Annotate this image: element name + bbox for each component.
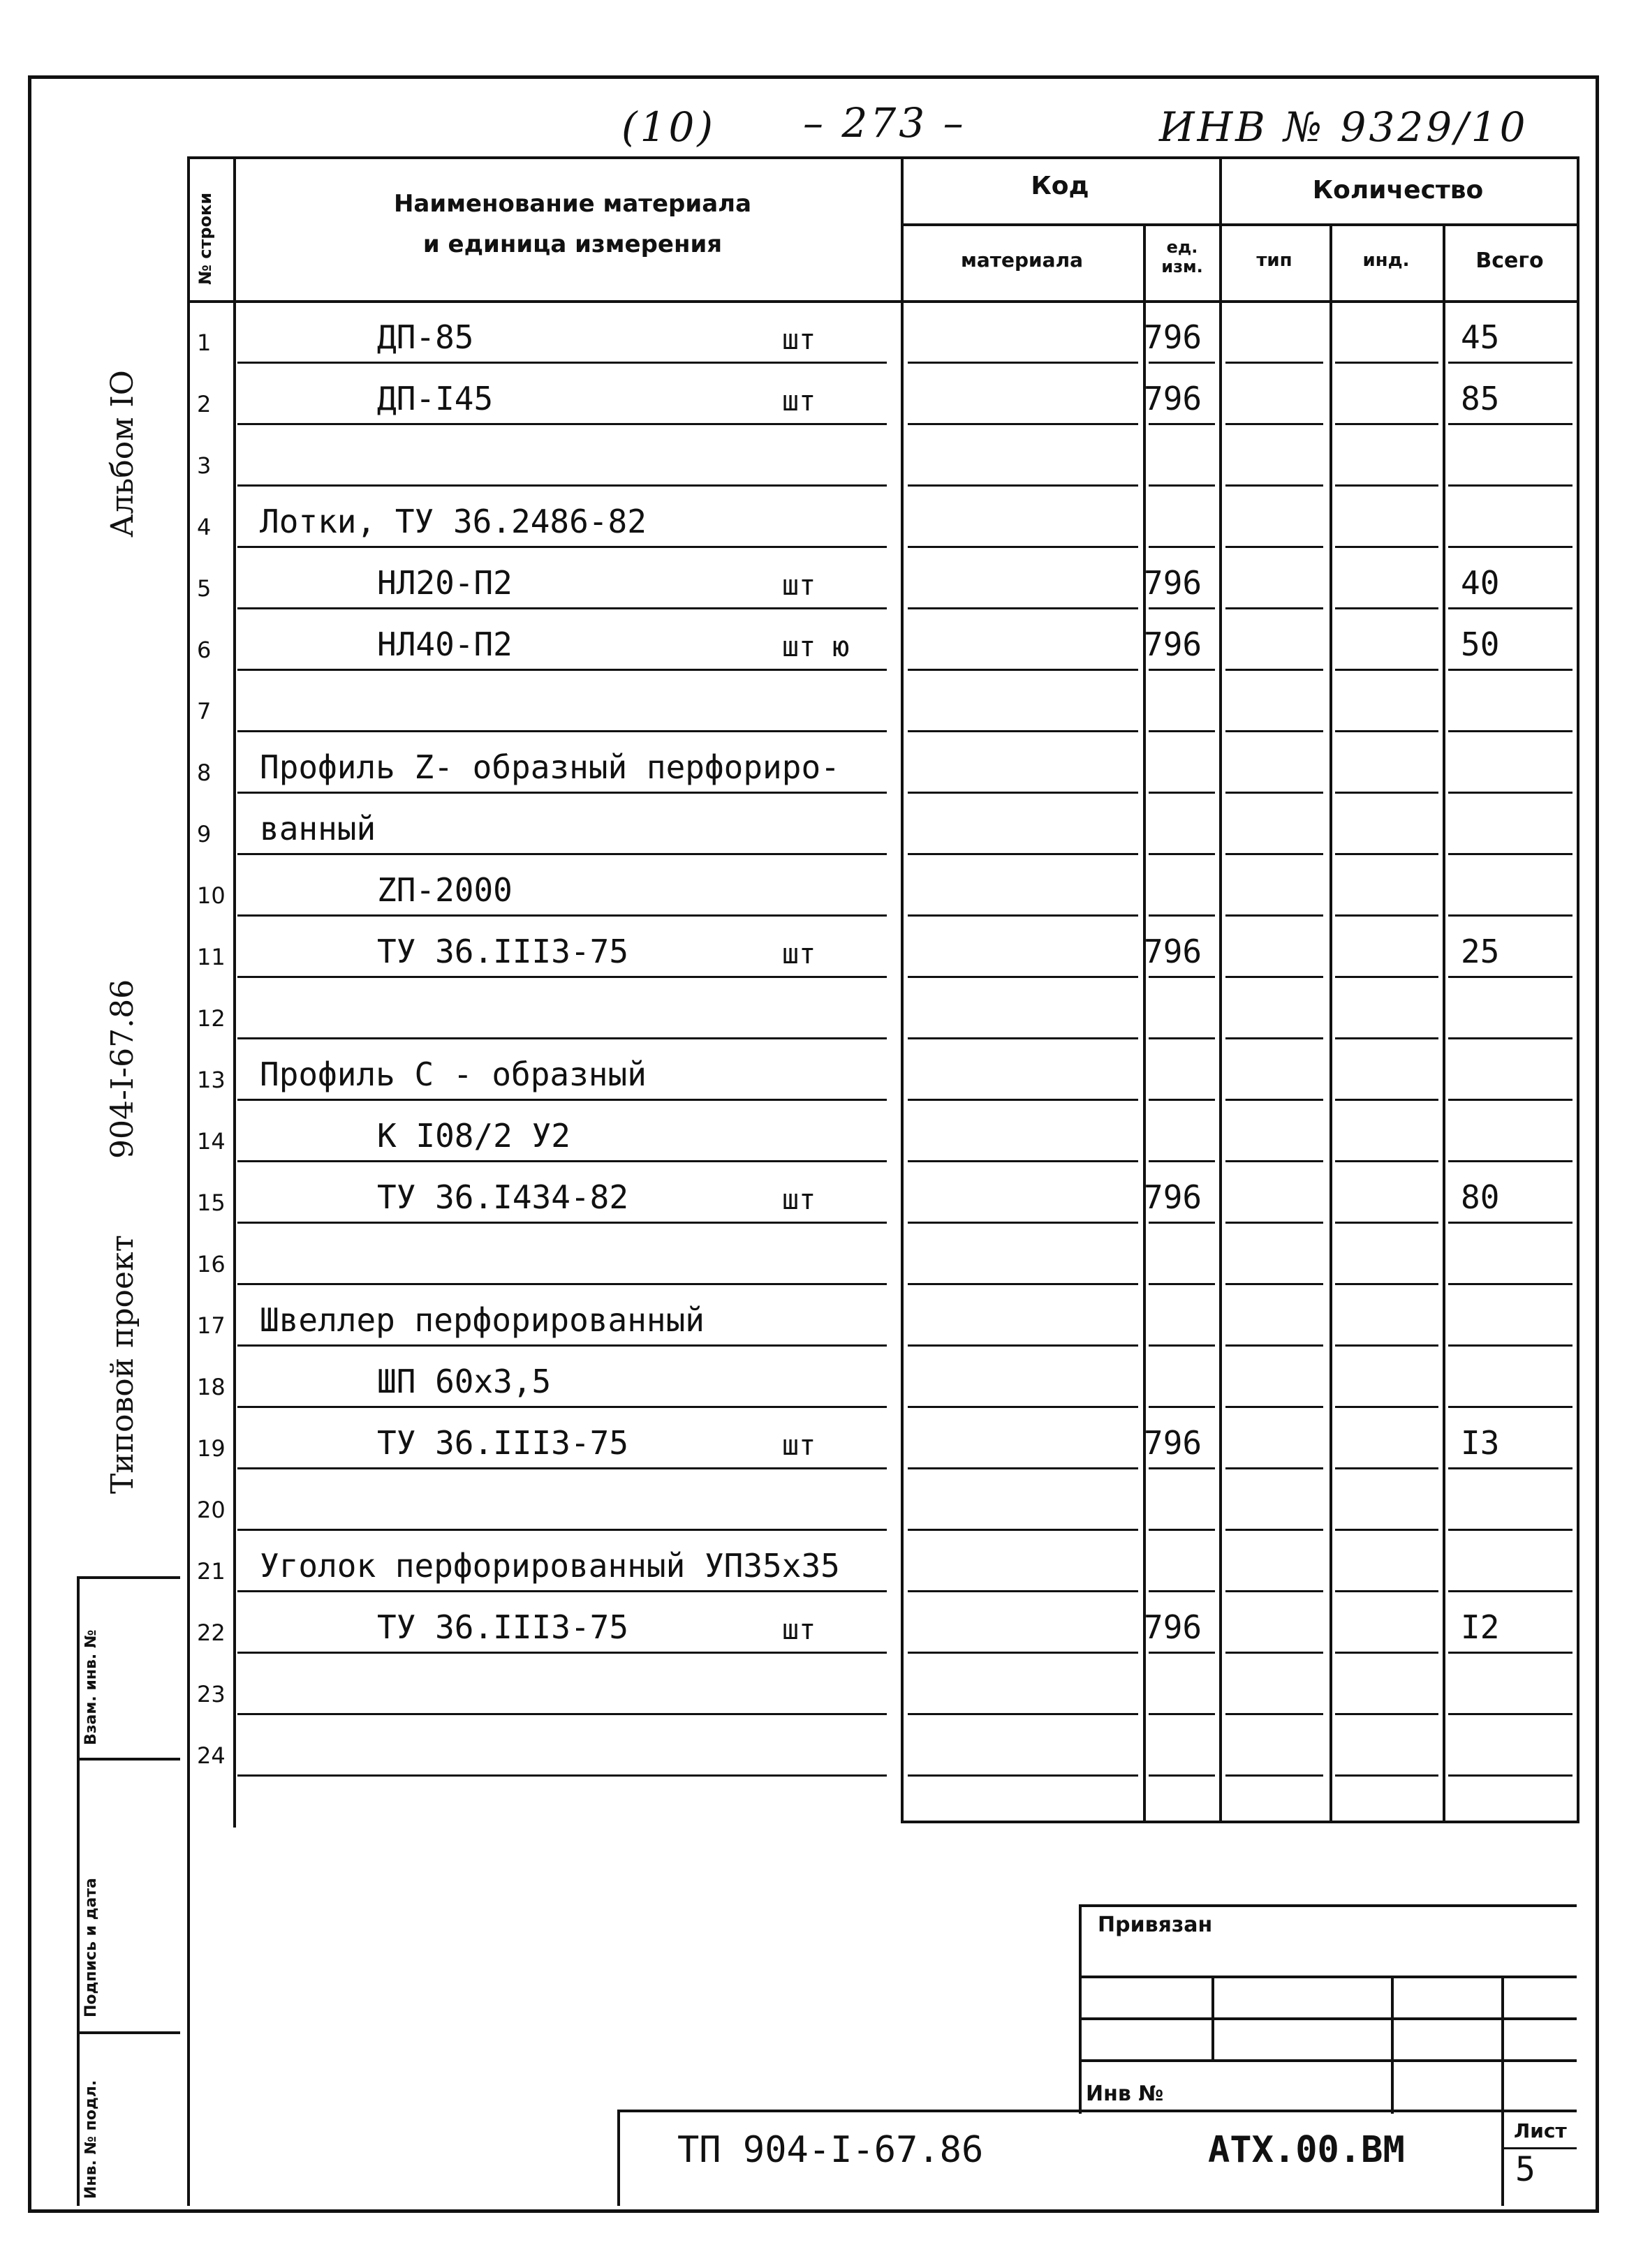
row-rule: [1149, 669, 1215, 671]
row-number: 3: [197, 452, 212, 479]
row-rule: [237, 669, 887, 671]
header-code-material: материала: [961, 249, 1083, 272]
row-rule: [237, 1037, 887, 1039]
row-rule: [1448, 853, 1572, 855]
header-mid-line: [901, 223, 1577, 226]
table-row: [0, 1164, 1650, 1226]
material-name: ТУ 36.I434-82: [377, 1178, 629, 1216]
header-quantity: Количество: [1312, 176, 1484, 205]
table-row: [0, 427, 1650, 489]
row-rule: [237, 423, 887, 425]
row-rule: [237, 1283, 887, 1285]
quantity-total: 25: [1461, 933, 1500, 970]
row-rule: [1448, 669, 1572, 671]
material-name: ТУ 36.III3-75: [377, 1424, 629, 1462]
table-row: [0, 857, 1650, 919]
row-rule: [1149, 1283, 1215, 1285]
row-rule: [237, 792, 887, 794]
row-rule: [1225, 484, 1323, 487]
material-name: ZП-2000: [377, 871, 513, 909]
row-rule: [1448, 362, 1572, 364]
row-rule: [1149, 362, 1215, 364]
quantity-total: 50: [1461, 625, 1500, 663]
table-row: [0, 1349, 1650, 1410]
table-row: [0, 1533, 1650, 1594]
row-rule: [1149, 730, 1215, 732]
row-rule: [1149, 1222, 1215, 1224]
material-name: К I08/2 У2: [377, 1117, 570, 1155]
unit-code: 796: [1144, 625, 1202, 663]
row-rule: [1448, 1590, 1572, 1592]
row-rule: [1225, 1590, 1323, 1592]
row-rule: [237, 1529, 887, 1531]
unit-code: 796: [1144, 933, 1202, 970]
row-rule: [908, 362, 1138, 364]
row-rule: [1335, 1406, 1438, 1408]
row-rule: [1149, 1713, 1215, 1715]
row-rule: [1448, 1283, 1572, 1285]
stamp-top-line: [1079, 1904, 1577, 1907]
row-rule: [1225, 1160, 1323, 1162]
row-rule: [1149, 1099, 1215, 1101]
row-rule: [1225, 914, 1323, 917]
row-number: 18: [197, 1374, 226, 1400]
row-rule: [1225, 1037, 1323, 1039]
row-rule: [908, 423, 1138, 425]
row-rule: [237, 1713, 887, 1715]
row-rule: [1448, 546, 1572, 548]
row-rule: [1448, 607, 1572, 609]
material-name: НЛ20-П2: [377, 564, 513, 602]
header-qty-type: тип: [1256, 250, 1292, 271]
material-name: ванный: [260, 810, 376, 847]
row-rule: [1448, 1160, 1572, 1162]
stamp-inv-no-label: Инв №: [1086, 2082, 1164, 2106]
material-name: Лотки, ТУ 36.2486-82: [260, 503, 647, 540]
row-rule: [908, 1406, 1138, 1408]
row-rule: [1225, 1283, 1323, 1285]
material-name: Профиль С - образный: [260, 1055, 647, 1093]
table-row: [0, 1656, 1650, 1717]
stamp-field-signature-date: Подпись и дата: [82, 1878, 100, 2017]
row-rule: [1335, 1037, 1438, 1039]
row-rule: [1335, 1467, 1438, 1469]
table-row: [0, 980, 1650, 1042]
row-number: 6: [197, 637, 212, 663]
table-row: [0, 550, 1650, 612]
row-rule: [1335, 1590, 1438, 1592]
stamp-left-line: [1079, 1904, 1082, 2114]
material-unit: шт ю: [782, 631, 850, 663]
row-rule: [237, 914, 887, 917]
project-type-label: Типовой проект: [105, 1235, 140, 1494]
row-rule: [908, 1467, 1138, 1469]
unit-code: 796: [1144, 1424, 1202, 1462]
row-rule: [908, 1713, 1138, 1715]
unit-code: 796: [1144, 564, 1202, 602]
sheet-divider: [1501, 2147, 1577, 2149]
row-rule: [1149, 546, 1215, 548]
row-rule: [237, 853, 887, 855]
table-bottom-line: [901, 1821, 1577, 1823]
row-rule: [237, 1099, 887, 1101]
table-row: [0, 734, 1650, 796]
row-rule: [1335, 1222, 1438, 1224]
row-number: 2: [197, 391, 212, 417]
stamp-field-inv-original: Инв. № подл.: [82, 2080, 100, 2199]
material-unit: шт: [782, 324, 816, 356]
material-unit: шт: [782, 1614, 816, 1646]
quantity-total: I3: [1461, 1424, 1500, 1462]
row-number: 22: [197, 1620, 226, 1646]
row-number: 15: [197, 1189, 226, 1216]
row-number: 20: [197, 1497, 226, 1523]
row-rule: [908, 1160, 1138, 1162]
row-rule: [1149, 1344, 1215, 1347]
material-name: Уголок перфорированный УП35х35: [260, 1547, 840, 1585]
material-unit: шт: [782, 1430, 816, 1462]
unit-code: 796: [1144, 1608, 1202, 1646]
row-rule: [237, 362, 887, 364]
row-rule: [1225, 730, 1323, 732]
row-rule: [908, 1099, 1138, 1101]
material-name: ДП-I45: [377, 380, 494, 417]
row-rule: [1335, 1283, 1438, 1285]
row-rule: [1149, 792, 1215, 794]
document-code: ТП 904-I-67.86: [677, 2129, 984, 2171]
row-rule: [908, 669, 1138, 671]
table-row: [0, 1472, 1650, 1533]
row-rule: [1149, 484, 1215, 487]
row-rule: [1225, 546, 1323, 548]
material-name: ТУ 36.III3-75: [377, 933, 629, 970]
row-number: 13: [197, 1067, 226, 1093]
row-rule: [1149, 423, 1215, 425]
unit-code: 796: [1144, 318, 1202, 356]
table-top-line: [187, 156, 1577, 159]
quantity-total: 85: [1461, 380, 1500, 417]
row-rule: [1335, 1774, 1438, 1777]
row-rule: [1448, 423, 1572, 425]
row-rule: [1448, 1406, 1572, 1408]
header-code: Код: [1031, 172, 1089, 200]
row-rule: [237, 1467, 887, 1469]
row-number: 7: [197, 698, 212, 725]
row-rule: [1335, 853, 1438, 855]
header-qty-total: Всего: [1475, 249, 1544, 273]
row-rule: [1225, 362, 1323, 364]
row-rule: [908, 976, 1138, 978]
material-name: Швеллер перфорированный: [260, 1301, 705, 1339]
row-rule: [908, 1037, 1138, 1039]
row-rule: [1225, 1774, 1323, 1777]
stamp-divider: [1501, 1976, 1504, 2114]
row-rule: [1225, 1406, 1323, 1408]
row-rule: [1448, 484, 1572, 487]
row-rule: [1448, 1037, 1572, 1039]
row-rule: [1448, 730, 1572, 732]
row-rule: [908, 1344, 1138, 1347]
row-rule: [908, 484, 1138, 487]
row-rule: [908, 853, 1138, 855]
material-name: НЛ40-П2: [377, 625, 513, 663]
quantity-total: 40: [1461, 564, 1500, 602]
header-row-no: № строки: [196, 192, 215, 285]
table-row: [0, 673, 1650, 734]
row-rule: [1448, 1222, 1572, 1224]
row-rule: [1225, 1222, 1323, 1224]
row-rule: [908, 1283, 1138, 1285]
row-rule: [1335, 669, 1438, 671]
row-rule: [237, 607, 887, 609]
row-rule: [237, 976, 887, 978]
row-rule: [237, 730, 887, 732]
row-number: 11: [197, 944, 226, 970]
row-rule: [1149, 1774, 1215, 1777]
row-rule: [1335, 792, 1438, 794]
row-rule: [1448, 1713, 1572, 1715]
stamp-divider: [1211, 1976, 1214, 2059]
inventory-annotation: ИНВ № 9329/10: [1159, 103, 1529, 151]
project-code-label: 904-I-67.86: [105, 979, 140, 1159]
row-number: 23: [197, 1681, 226, 1707]
row-rule: [1335, 976, 1438, 978]
row-rule: [1149, 1037, 1215, 1039]
row-rule: [1225, 669, 1323, 671]
row-number: 21: [197, 1558, 226, 1585]
row-rule: [1149, 1406, 1215, 1408]
row-rule: [237, 1222, 887, 1224]
row-rule: [908, 1529, 1138, 1531]
material-name: ШП 60х3,5: [377, 1363, 552, 1400]
row-rule: [1448, 976, 1572, 978]
row-rule: [1149, 1590, 1215, 1592]
header-bottom-line: [187, 300, 1577, 303]
material-name: ТУ 36.III3-75: [377, 1608, 629, 1646]
row-rule: [1225, 1344, 1323, 1347]
material-unit: шт: [782, 570, 816, 602]
row-rule: [908, 607, 1138, 609]
sheet-column-line: [1501, 2110, 1504, 2206]
header-qty-ind: инд.: [1362, 250, 1410, 271]
material-name: ДП-85: [377, 318, 474, 356]
row-rule: [1335, 1713, 1438, 1715]
row-rule: [908, 914, 1138, 917]
row-rule: [1448, 1529, 1572, 1531]
row-rule: [1225, 423, 1323, 425]
row-rule: [1448, 1652, 1572, 1654]
row-number: 4: [197, 514, 212, 540]
row-rule: [237, 1344, 887, 1347]
row-rule: [1225, 1099, 1323, 1101]
row-rule: [237, 1590, 887, 1592]
quantity-total: I2: [1461, 1608, 1500, 1646]
row-rule: [1149, 976, 1215, 978]
row-rule: [237, 1774, 887, 1777]
header-code-unit: ед. изм.: [1161, 237, 1203, 276]
row-rule: [1448, 1467, 1572, 1469]
row-rule: [1448, 1099, 1572, 1101]
row-rule: [1149, 1160, 1215, 1162]
row-rule: [908, 730, 1138, 732]
row-rule: [237, 484, 887, 487]
table-row: [0, 1226, 1650, 1287]
row-rule: [1225, 1713, 1323, 1715]
row-rule: [1335, 607, 1438, 609]
row-rule: [237, 1160, 887, 1162]
row-rule: [237, 1406, 887, 1408]
table-row: [0, 304, 1650, 366]
row-rule: [1225, 976, 1323, 978]
row-rule: [1225, 607, 1323, 609]
material-unit: шт: [782, 938, 816, 970]
row-rule: [908, 1590, 1138, 1592]
row-rule: [1335, 362, 1438, 364]
row-rule: [1335, 423, 1438, 425]
row-rule: [1335, 484, 1438, 487]
row-number: 17: [197, 1312, 226, 1339]
row-rule: [908, 1652, 1138, 1654]
row-number: 14: [197, 1128, 226, 1155]
annotation-left: (10): [621, 103, 716, 151]
title-block-left-line: [617, 2110, 620, 2206]
row-rule: [1225, 1467, 1323, 1469]
stamp-field-replace-inv: Взам. инв. №: [82, 1629, 100, 1745]
table-row: [0, 1594, 1650, 1656]
row-rule: [1448, 1344, 1572, 1347]
unit-code: 796: [1144, 1178, 1202, 1216]
quantity-total: 45: [1461, 318, 1500, 356]
stamp-divider: [1391, 1976, 1394, 2114]
row-rule: [1225, 1652, 1323, 1654]
material-unit: шт: [782, 1184, 816, 1216]
row-number: 1: [197, 329, 212, 356]
table-row: [0, 1410, 1650, 1472]
row-rule: [1225, 1529, 1323, 1531]
row-rule: [1335, 1160, 1438, 1162]
table-row: [0, 612, 1650, 673]
row-rule: [1149, 607, 1215, 609]
stamp-linked-label: Привязан: [1098, 1913, 1213, 1937]
sheet-label: Лист: [1514, 2119, 1567, 2142]
album-label: Альбом IO: [105, 370, 140, 538]
page-annotation: – 273 –: [803, 99, 966, 147]
row-rule: [1335, 1344, 1438, 1347]
row-number: 10: [197, 882, 226, 909]
row-rule: [1335, 730, 1438, 732]
row-rule: [1448, 914, 1572, 917]
row-number: 5: [197, 575, 212, 602]
stamp-line: [77, 2031, 180, 2034]
sheet-number: 5: [1515, 2150, 1535, 2189]
row-rule: [237, 546, 887, 548]
row-rule: [1225, 792, 1323, 794]
row-rule: [908, 1774, 1138, 1777]
row-rule: [908, 792, 1138, 794]
unit-code: 796: [1144, 380, 1202, 417]
row-number: 12: [197, 1005, 226, 1032]
row-rule: [1149, 853, 1215, 855]
table-row: [0, 796, 1650, 857]
table-row: [0, 489, 1650, 550]
row-rule: [1335, 1529, 1438, 1531]
quantity-total: 80: [1461, 1178, 1500, 1216]
header-name-line2: и единица измерения: [422, 230, 723, 258]
row-rule: [1149, 914, 1215, 917]
row-rule: [1149, 1467, 1215, 1469]
table-row: [0, 919, 1650, 980]
header-name-line1: Наименование материала: [393, 190, 752, 218]
table-row: [0, 1717, 1650, 1779]
table-row: [0, 1103, 1650, 1164]
row-number: 16: [197, 1251, 226, 1277]
title-block-top-line: [617, 2110, 1577, 2112]
material-name: Профиль Z- образный перфориро-: [260, 748, 840, 786]
row-number: 24: [197, 1742, 226, 1769]
material-unit: шт: [782, 385, 816, 417]
table-row: [0, 1042, 1650, 1103]
row-rule: [1149, 1652, 1215, 1654]
table-row: [0, 1287, 1650, 1349]
row-number: 19: [197, 1435, 226, 1462]
row-rule: [1335, 1099, 1438, 1101]
row-number: 9: [197, 821, 212, 847]
row-rule: [1448, 1774, 1572, 1777]
row-rule: [237, 1652, 887, 1654]
document-id: АТХ.00.ВМ: [1208, 2129, 1405, 2171]
row-rule: [1149, 1529, 1215, 1531]
row-rule: [1225, 853, 1323, 855]
row-rule: [1448, 792, 1572, 794]
row-rule: [908, 546, 1138, 548]
row-rule: [1335, 1652, 1438, 1654]
table-row: [0, 366, 1650, 427]
row-rule: [1335, 914, 1438, 917]
row-number: 8: [197, 759, 212, 786]
row-rule: [908, 1222, 1138, 1224]
row-rule: [1335, 546, 1438, 548]
